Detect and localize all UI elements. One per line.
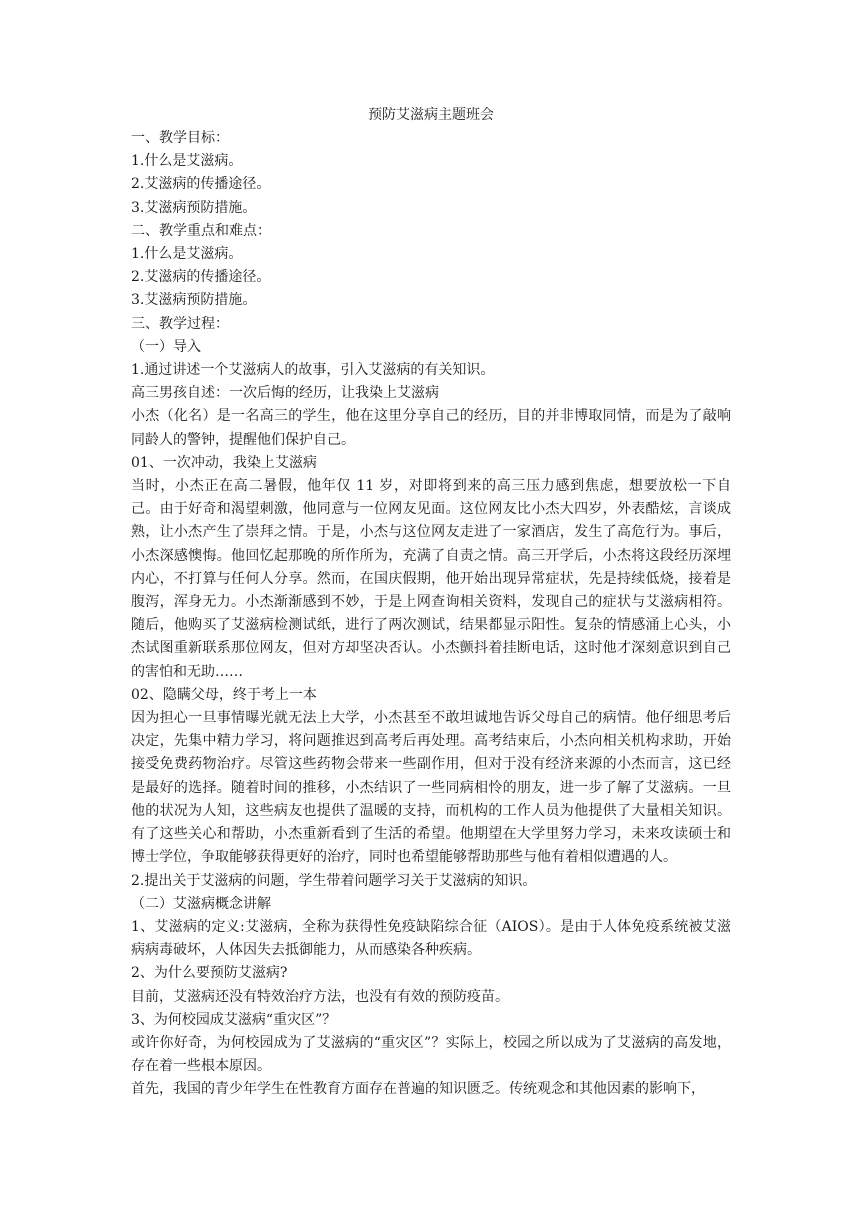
document-title: 预防艾滋病主题班会 xyxy=(368,107,494,123)
list-item: 2.艾滋病的传播途径。 xyxy=(131,269,271,286)
section-heading: 一、教学目标： xyxy=(131,130,229,146)
list-item: 1.什么是艾滋病。 xyxy=(131,246,243,263)
story-subheading: 01、一次冲动，我染上艾滋病 xyxy=(131,454,317,471)
question-heading: 2、为什么要预防艾滋病? xyxy=(131,965,288,982)
paragraph: 或许你好奇，为何校园成为了艾滋病的“重灾区”？实际上，校园之所以成为了艾滋病的高发地，存在着一些根本原因。 xyxy=(131,1034,731,1075)
section-heading: 二、教学重点和难点： xyxy=(131,222,271,239)
story-subheading: 02、隐瞒父母，终于考上一本 xyxy=(131,686,317,703)
subsection-heading: （一）导入 xyxy=(131,338,201,355)
list-item: 2.艾滋病的传播途径。 xyxy=(131,176,271,193)
paragraph: 因为担心一旦事情曝光就无法上大学，小杰甚至不敢坦诚地告诉父母自己的病情。他仔细思考后决定，先集中精力学习，将问题推迟到高考后再处理。高考结束后，小杰向相关机构求助，开始接受免费药物治疗。尽管这些药物会带来一些副作用，但对于没有经济来源的小杰而言，这已经是最好的选择。随着时间的推移，小杰结识了一些同病相怜的朋友，进一步了解了艾滋病。一旦他的状况为人知，这些病友也提供了温暖的支持，而机构的工作人员为他提供了大量相关知识。有了这些关心和帮助，小杰重新看到了生活的希望。他期望在大学里努力学习，未来攻读硕士和博士学位，争取能够获得更好的治疗，同时也希望能够帮助那些与他有着相似遭遇的人。 xyxy=(131,710,731,866)
document-page xyxy=(131,104,731,1102)
paragraph: 2.提出关于艾滋病的问题，学生带着问题学习关于艾滋病的知识。 xyxy=(131,872,537,889)
list-item: 1.什么是艾滋病。 xyxy=(131,153,243,170)
section-heading: 三、教学过程： xyxy=(131,315,229,332)
paragraph: 首先，我国的青少年学生在性教育方面存在普遍的知识匮乏。传统观念和其他因素的影响下， xyxy=(131,1081,705,1098)
question-heading: 3、为何校园成艾滋病“重灾区”？ xyxy=(131,1011,337,1028)
subsection-heading: （二）艾滋病概念讲解 xyxy=(131,895,271,912)
paragraph: 当时，小杰正在高二暑假，他年仅 11 岁，对即将到来的高三压力感到焦虑，想要放松一下自己。由于好奇和渴望刺激，他同意与一位网友见面。这位网友比小杰大四岁，外表酷炫，言谈成熟，让小杰产生了崇拜之情。于是，小杰与这位网友走进了一家酒店，发生了高危行为。事后，小杰深感懊悔。他回忆起那晚的所作所为，充满了自责之情。高三开学后，小杰将这段经历深埋内心，不打算与任何人分享。然而，在国庆假期，他开始出现异常症状，先是持续低烧，接着是腹泻，浑身无力。小杰渐渐感到不妙，于是上网查询相关资料，发现自己的症状与艾滋病相符。随后，他购买了艾滋病检测试纸，进行了两次测试，结果都显示阳性。复杂的情感涌上心头，小杰试图重新联系那位网友，但对方却坚决否认。小杰颤抖着挂断电话，这时他才深刻意识到自己的害怕和无助…… xyxy=(131,478,731,680)
list-item: 3.艾滋病预防措施。 xyxy=(131,292,257,309)
paragraph: 1.通过讲述一个艾滋病人的故事，引入艾滋病的有关知识。 xyxy=(131,362,495,379)
story-title: 高三男孩自述：一次后悔的经历，让我染上艾滋病 xyxy=(131,385,439,402)
paragraph: 目前，艾滋病还没有特效治疗方法，也没有有效的预防疫苗。 xyxy=(131,988,509,1005)
paragraph: 小杰（化名）是一名高三的学生，他在这里分享自己的经历，目的并非博取同情，而是为了敲响同龄人的警钟，提醒他们保护自己。 xyxy=(131,408,731,448)
paragraph: 1、艾滋病的定义:艾滋病，全称为获得性免疫缺陷综合征（AIOS）。是由于人体免疫系统被艾滋病病毒破坏，人体因失去抵御能力，从而感染各种疾病。 xyxy=(131,918,731,959)
list-item: 3.艾滋病预防措施。 xyxy=(131,199,257,216)
